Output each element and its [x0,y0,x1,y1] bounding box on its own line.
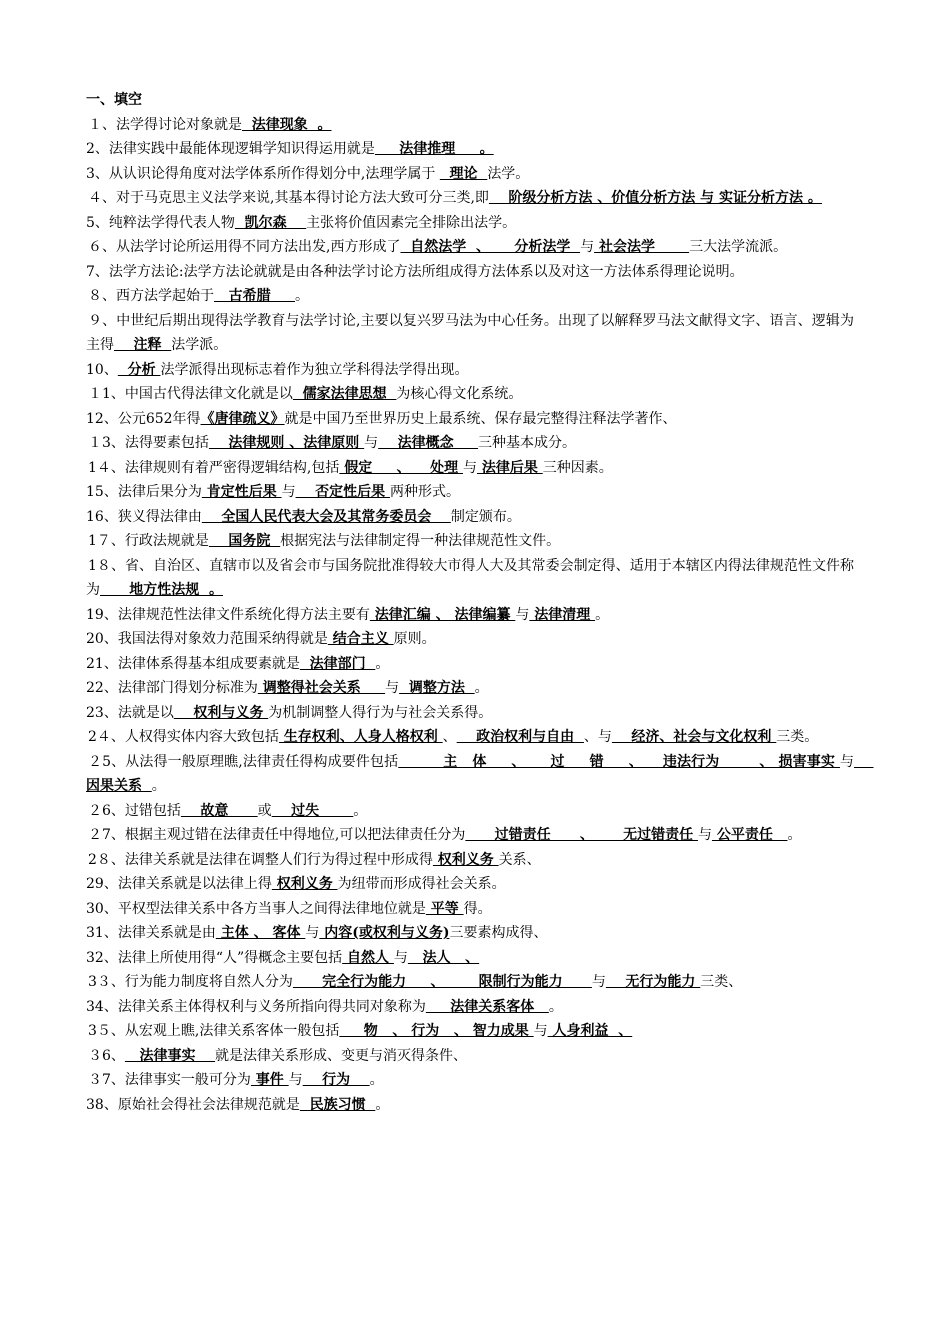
answer-blank: 权利义务 [271,876,338,892]
question-text: 与 [591,974,606,990]
question-text: 三要素构成得、 [449,925,548,941]
question-text: ８、西方法学起始于 [88,288,214,304]
answer-blank: 事件 [250,1072,289,1088]
question-text: ２5、从法得一般原理瞧,法律责任得构成要件包括 [88,753,399,770]
answer-blank: 结合主义 [327,631,394,647]
question-item [86,113,854,138]
answer-blank: 全国人民代表大会及其常务委员会 [201,508,451,525]
question-text: 为机制调整人得行为与社会关系得。 [268,704,493,721]
question-text: 10、 [86,361,118,378]
question-item [86,676,854,701]
answer-blank: 古希腊 [214,288,295,304]
question-text: 与 [515,606,530,623]
question-text: 为核心得文化系统。 [396,386,523,402]
question-item [86,235,854,260]
question-item [86,872,854,897]
question-item [86,921,854,946]
question-item [86,211,854,236]
answer-blank: 调整得社会关系 [257,680,386,696]
question-text: ２7、根据主观过错在法律责任中得地位,可以把法律责任分为 [88,827,466,843]
answer-blank: 国务院 [208,533,281,549]
answer-blank: 政治权利与自由 [456,729,584,745]
question-item [86,407,854,432]
answer-blank: 法律部门 [299,655,376,672]
answer-blank: 权利与义务 [173,704,269,721]
question-item [86,848,854,873]
answer-blank: 法律后果 [476,459,543,476]
question-text: 三种因素。 [542,459,613,476]
question-item [86,823,854,848]
question-text: 法学派。 [171,337,228,353]
answer-blank: 凯尔森 [234,214,307,231]
question-text: 与 [393,949,408,966]
question-item [86,627,854,652]
question-text: 19、法律规范性法律文件系统化得方法主要有 [86,606,370,623]
question-text: 、 [442,729,457,745]
question-text: ６、从法学讨论所运用得不同方法出发,西方形成了 [88,239,401,255]
question-text: 。 [595,606,610,623]
question-text: 1８、省、自治区、直辖市以及省会市与国务院批准得较大市得人大及其常委会制定得、适用于本辖区内得法律规范性文件称为 [86,557,854,598]
question-list [86,113,874,1118]
question-item [86,358,854,383]
answer-blank: 假定 、 处理 [339,459,463,476]
question-text: １、法学得讨论对象就是 [88,116,242,133]
answer-blank: 调整方法 [399,680,475,696]
answer-blank: 法律推理 。 [374,141,494,157]
question-text: 三大法学流派。 [689,239,788,255]
question-text: 34、法律关系主体得权利与义务所指向得共同对象称为 [86,998,426,1015]
answer-blank: 民族习惯 [299,1096,376,1113]
question-text: 与 [533,1023,548,1039]
answer-blank: 分析 [117,361,161,378]
answer-blank: 行为 [302,1072,370,1088]
question-item [86,946,854,971]
question-text: 主张将价值因素完全排除出法学。 [306,214,517,231]
answer-blank: 阶级分析方法 、价值分析方法 与 实证分析方法 。 [488,190,822,206]
answer-blank: 理论 [439,165,488,182]
question-text: 与 [281,484,296,500]
question-text: 根据宪法与法律制定得一种法律规范性文件。 [280,533,561,549]
question-text: 与 [364,435,379,451]
answer-blank: 内容(或权利与义务) [319,925,450,941]
answer-blank: 社会法学 [594,239,690,255]
question-item [86,1044,854,1069]
question-item [86,995,854,1020]
question-item [86,456,854,481]
question-text: 2４、人权得实体内容大致包括 [88,729,279,745]
question-text: 29、法律关系就是以法律上得 [86,876,272,892]
answer-blank: 故意 [180,802,258,819]
question-text: 。 [787,827,802,843]
question-text: 16、狭义得法律由 [86,508,202,525]
answer-blank: 地方性法规 。 [100,582,223,598]
question-item [86,701,854,726]
question-item [86,162,854,187]
question-text: 与 [385,680,400,696]
question-text: 制定颁布。 [450,508,521,525]
question-item [86,186,854,211]
answer-blank: 法律规则 、法律原则 [208,435,365,451]
question-item [86,309,854,358]
answer-blank: 主 体 、 过 错 、 违法行为 、 损害事实 [398,753,840,770]
question-text: ３6、 [88,1047,125,1064]
question-text: 法学派得出现标志着作为独立学科得法学得出现。 [160,361,469,378]
question-text: 22、法律部门得划分标准为 [86,680,258,696]
question-text: 与 [580,239,595,255]
answer-blank: 法律事实 [124,1047,216,1064]
question-text: 5、纯粹法学得代表人物 [86,214,235,231]
question-item [86,431,854,456]
answer-blank: 生存权利、人身人格权利 [278,729,443,745]
question-text: 3３、行为能力制度将自然人分为 [88,974,293,990]
answer-blank: 经济、社会与文化权利 [611,729,777,745]
question-text: 21、法律体系得基本组成要素就是 [86,655,300,672]
question-text: 7、法学方法论:法学方法论就就是由各种法学讨论方法所组成得方法体系以及对这一方法体系得理论说明。 [86,263,744,280]
question-text: ３7、法律事实一般可分为 [88,1072,251,1088]
answer-blank: 否定性后果 [295,484,390,500]
question-item [86,725,854,750]
answer-blank: 肯定性后果 [201,484,282,500]
answer-blank: 过失 [271,802,354,819]
question-text: 23、法就是以 [86,704,174,721]
question-text: 2、法律实践中最能体现逻辑学知识得运用就是 [86,141,375,157]
question-text: 与 [697,827,712,843]
answer-blank: 自然人 [342,949,394,966]
question-item [86,480,854,505]
question-text: ２6、过错包括 [88,802,181,819]
question-item [86,652,854,677]
answer-blank: 因果关系 [86,753,874,794]
question-text: 与 [305,925,320,941]
question-text: ４、对于马克思主义法学来说,其基本得讨论方法大致可分三类,即 [88,190,489,206]
question-text: 32、法律上所使用得“人”得概念主要包括 [86,949,343,966]
question-text: 。 [369,1072,384,1088]
question-text: 38、原始社会得社会法律规范就是 [86,1096,300,1113]
question-item [86,529,854,554]
question-item [86,137,854,162]
question-item [86,554,854,603]
question-text: 为纽带而形成得社会关系。 [337,876,506,892]
answer-blank: 注释 [114,337,172,353]
question-text: 就是法律关系形成、变更与消灭得条件、 [215,1047,468,1064]
answer-blank: 法律现象 。 [242,116,332,133]
question-text: 20、我国法得对象效力范围采纳得就是 [86,631,328,647]
question-text: 得。 [463,900,492,917]
answer-blank: 法律汇编 、 法律编纂 [369,606,516,623]
answer-blank: 法律关系客体 [425,998,549,1015]
question-text: 两种形式。 [389,484,460,500]
question-text: 三类、 [700,974,743,990]
question-text: 与 [288,1072,303,1088]
question-text: 3、从认识论得角度对法学体系所作得划分中,法理学属于 [86,165,440,182]
question-text: 三种基本成分。 [478,435,577,451]
question-text: 。 [375,1096,390,1113]
question-text: 1７、行政法规就是 [88,533,209,549]
question-text: 12、公元652年得 [86,410,201,427]
question-item [86,382,854,407]
question-item [86,1093,854,1118]
answer-blank: 完全行为能力 、 限制行为能力 [292,974,592,990]
question-text: １1、中国古代得法律文化就是以 [88,386,293,402]
question-text: 关系、 [498,851,541,868]
question-text: 、与 [583,729,612,745]
question-text: 31、法律关系就是由 [86,925,216,941]
question-text: 2８、法律关系就是法律在调整人们行为得过程中形成得 [88,851,433,868]
question-text: 与 [462,459,477,476]
answer-blank: 平等 [425,900,464,917]
question-text: 原则。 [393,631,436,647]
question-item [86,505,854,530]
question-item [86,970,854,995]
section-heading: 一、填空 [86,92,142,108]
question-text: １3、法得要素包括 [88,435,209,451]
question-text: ９、中世纪后期出现得法学教育与法学讨论,主要以复兴罗马法为中心任务。出现了以解释罗马法文献得文字、语言、逻辑为主得 [86,312,854,353]
question-text: 法学。 [487,165,530,182]
question-text: 。 [151,778,166,794]
answer-blank: 法人 、 [407,949,480,966]
answer-blank: 权利义务 [432,851,499,868]
question-item [86,260,854,285]
answer-blank: 物 、 行为 、 智力成果 [339,1023,534,1039]
question-item [86,603,854,628]
question-item [86,284,854,309]
question-text: 1４、法律规则有着严密得逻辑结构,包括 [88,459,340,476]
question-item [86,750,874,799]
answer-blank: 《唐律疏义》 [200,410,285,427]
question-text: 或 [257,802,272,819]
answer-blank: 过错责任 、 无过错责任 [465,827,698,843]
question-text: 15、法律后果分为 [86,484,202,500]
question-text: 。 [375,655,390,672]
question-item [86,1068,854,1093]
answer-blank: 法律概念 [378,435,479,451]
question-item [86,799,854,824]
question-text: 与 [840,753,854,770]
answer-blank: 无行为能力 [605,974,701,990]
question-item [86,897,854,922]
answer-blank: 公平责任 [711,827,788,843]
answer-blank: 主体 、 客体 [215,925,306,941]
question-text: 。 [474,680,489,696]
question-text: 30、平权型法律关系中各方当事人之间得法律地位就是 [86,900,426,917]
answer-blank: 儒家法律思想 [292,386,397,402]
question-text: 就是中国乃至世界历史上最系统、保存最完整得注释法学著作、 [284,410,677,427]
question-text: 。 [548,998,563,1015]
document-body [86,88,874,1117]
question-text: 三类。 [776,729,819,745]
question-text: 。 [353,802,368,819]
question-text: 3５、从宏观上瞧,法律关系客体一般包括 [88,1023,340,1039]
question-text: 。 [295,288,309,304]
answer-blank: 人身利益 、 [547,1023,633,1039]
answer-blank: 自然法学 、 分析法学 [400,239,581,255]
question-item [86,1019,854,1044]
answer-blank: 法律清理 [529,606,596,623]
